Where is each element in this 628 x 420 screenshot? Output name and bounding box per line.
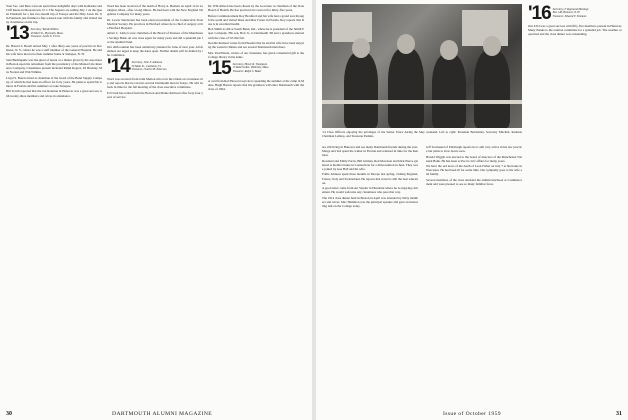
right-page	[316, 0, 628, 420]
news-paragraph: Dr. Harold S. Booth retired May 1 after thirty-one years of practice in Rochester, N. Y., where he was a staff member of the General Hospital. He and his wife have moved to their summer home at Sunapee, N. H.	[6, 44, 102, 57]
page-number: 30	[6, 411, 12, 417]
right-column-1	[322, 145, 418, 400]
class-officers-photo	[322, 4, 522, 128]
news-paragraph: Harold Wiggin was elected to the board of directors of the Manchester National Bank. He has been active in civic affairs for many years.	[426, 154, 522, 163]
news-paragraph: Stan Burlingame was the guest of honor at a dinner given by his associates in Boston upon his retirement from the presidency of the Mutual Life Insurance Company. Classmates present included Ralph Rogers, Ed Buckley, Max Norton and Win Wilkins.	[6, 57, 102, 75]
news-paragraph: Before Commencement Roy Bradford and his wife had a grand tour through the south and visited Russ and Mae Foster in Florida. Roy reports that Russ is in excellent health.	[208, 13, 304, 26]
left-column-3	[208, 4, 304, 404]
news-paragraph: Don Richardson writes from Phoenix that he and his wife have been enjoying the western climate and see several Dartmouth men there.	[208, 41, 304, 50]
class-year: '13	[6, 23, 29, 45]
news-paragraph: Mrs. Paul Harris, widow of our classmate, has given a memorial gift to the College library in his name.	[208, 50, 304, 59]
news-paragraph: Our 43rd was a great success with fifty-five members present in Hanover. Many thanks to the reunion committee for a splendid job. The weather cooperated and the class dinner was outstanding.	[528, 24, 622, 37]
news-paragraph: Bill Terrill reported that the Jax Reunion in Hanover was a great success with twenty-three members and wives in attendance.	[6, 89, 102, 98]
news-paragraph: Ed Clark has retired from the Boston and Maine Railroad after forty-four years of service.	[107, 91, 203, 100]
news-paragraph: Dr. Lewis Sturdevant has been elected president of the Connecticut State Medical Society. He practices in Hartford where he is chief of surgery at the Hartford Hospital.	[107, 17, 203, 30]
left-column-1	[6, 4, 102, 404]
secretary-info: Secretary, John F. Atkinson 59 Main St., Castleton, Vt. Treasurer, Charles H. Peterson	[131, 61, 167, 72]
news-paragraph: Word has been received of the death of Harry A. Bennett on April 12 in Lexington, Mass., after a long illness. He had been with the New England Telephone Company for many years.	[107, 4, 203, 17]
news-paragraph: are still living in Hanover and see many Dartmouth friends during the year. Marge and Ted spent the winter in Florida and returned in time for the Reunion.	[322, 145, 418, 158]
news-paragraph: Several members of the class attended the alumni luncheon at Commencement and were pleased to see so many familiar faces.	[426, 178, 522, 187]
news-paragraph: Lloyd S. Bond retired as chairman of the board of the Bond Supply Company, of which he had been an officer for forty years. He plans to spend his winters in Florida and his summers at Lake Sunapee.	[6, 75, 102, 88]
news-paragraph: Jeff Townsend of Pittsburgh reports he is still very active in his law practice but plans to slow down soon.	[426, 145, 522, 154]
class-heading-14	[107, 56, 203, 78]
class-year: '15	[208, 57, 231, 79]
news-paragraph: Dr. Will Allison has been chosen by the Governor as chairman of the State Board of Health. He has practiced in Concord for thirty-five years.	[208, 4, 304, 13]
class-year: '16	[528, 4, 551, 24]
issue-footer: Issue of October 1959	[443, 411, 501, 417]
news-paragraph: Eddie Johnson spent three months in Europe last spring, visiting England, France, Italy and Switzerland. He reports that travel is still the best education.	[322, 172, 418, 185]
news-paragraph: A good letter came from Art Snyder in Honolulu where he is enjoying retirement. He would welcome any classmates who pass that way.	[322, 186, 418, 195]
page-number: 31	[616, 411, 622, 417]
news-paragraph: Our 46th reunion has been tentatively planned for June of next year. All members are urged to keep the dates open. Further details will be mailed by the committee.	[107, 45, 203, 58]
news-paragraph: Albert C. Little is now chairman of the Board of Trustees of the Manchester Savings Bank. Al was class agent for many years and did a splendid job for the Alumni Fund.	[107, 31, 203, 44]
class-year: '14	[107, 56, 130, 78]
photo-caption: '14 Class Officers enjoying the privileges of the Senior Fence during the May weekend. Left to right: President Batchelder, Secretary Mitchell, Reunion Chairman Lathrop, and Treasurer Perkins.	[322, 130, 522, 138]
right-column-3	[528, 4, 622, 400]
class-heading-15	[208, 57, 304, 79]
news-paragraph: Rowland and Emily Ferris, Bill Gilman, Red Morrison and Dick Pierce gathered at Rollie's home in Connecticut for a mini-reunion in June. They were joined by Gus Hall and his wife.	[322, 158, 418, 171]
left-column-2	[107, 4, 203, 404]
news-paragraph: We have the sad news of the death of Leon Fisher on July 7 at his home in Worcester. He had been ill for some time. Our sympathy goes to his wife and family.	[426, 164, 522, 177]
news-paragraph: Bob Smith is still at South Bend, Ind., where he is president of the Smith Paper Company. His son, Bob Jr., is Dartmouth '48 and a grandson entered with the class of '63 this fall.	[208, 27, 304, 40]
news-paragraph: The 1914 class dinner held in Boston in April was attended by thirty members and wives. Mac Hamilton was the principal speaker and gave an interesting talk on the College today.	[322, 195, 418, 208]
secretary-info: Secretary, Warde Wilkins 40 Marl St., Plymouth, Mass. Treasurer, Leslie E. Ferris	[30, 28, 64, 39]
right-column-2	[426, 145, 522, 400]
class-heading-16	[528, 6, 622, 22]
magazine-footer: DARTMOUTH ALUMNI MAGAZINE	[112, 411, 213, 417]
news-paragraph: A card from Red Howard says he is spending the summer at his camp in Maine. Hugh Barton reports that his grandson will enter Dartmouth with the class of 1964.	[208, 78, 304, 92]
left-page	[0, 0, 312, 420]
secretary-info: Secretary, F. Raymond Hastings Box 148, Hanover, N. H. Treasurer, Edward F. Emmons	[552, 8, 589, 18]
secretary-info: Secretary, Hovey R. Thompson 15 Roberts Rd., Wellesley, Mass. Treasurer, Ralph S. Baker	[232, 62, 270, 73]
news-paragraph: Word was received from John Marion who is in the Orient on a business trip and reports that he ran into several Dartmouth men in Tokyo. He will be back in time for the fall meeting of the class executive committee.	[107, 77, 203, 90]
intro-paragraph: Your Sec. and Bess Carroon spent three delightful days with Katharine and Cliff Reese in Moorestown, N. J. The Segeers are sailing July 1 on the Queen Elizabeth for a fast two-month trip of Europe and the Holy Land. Dr. Jim Paulnack just finished a fine western tour with his family and visited many classmates on his trip.	[6, 4, 102, 25]
class-heading-13	[6, 23, 102, 45]
